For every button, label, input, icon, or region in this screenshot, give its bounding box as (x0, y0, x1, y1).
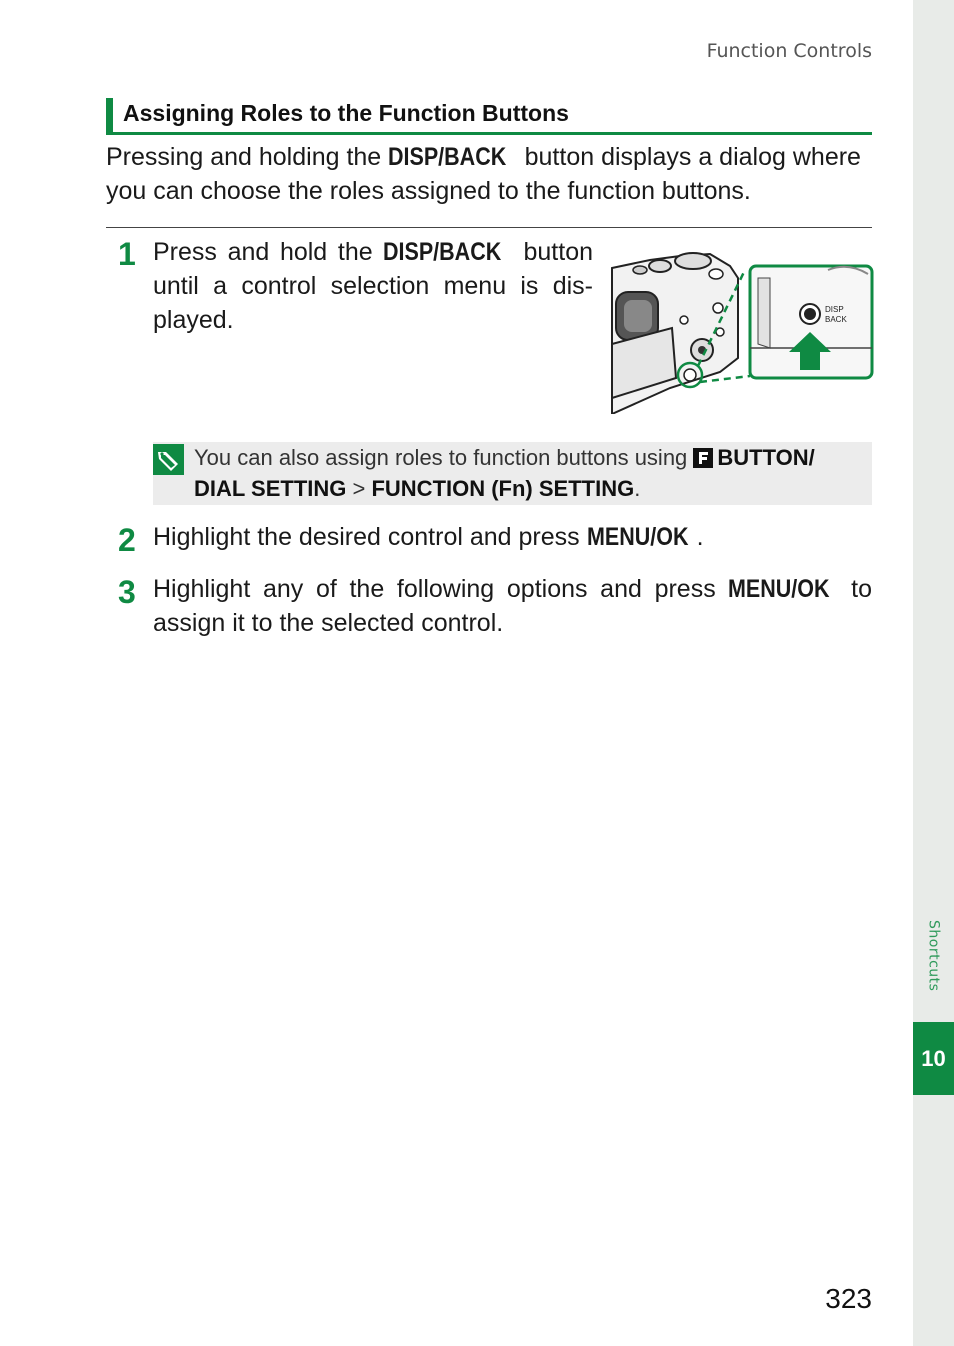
step-1-key-label: DISP/BACK (383, 238, 502, 266)
running-head: Function Controls (706, 40, 872, 62)
page-number: 323 (825, 1283, 872, 1314)
step-3-text-end: to assign it to the selected control. (153, 575, 873, 637)
chapter-label: Shortcuts (925, 920, 942, 992)
section-heading (106, 98, 872, 135)
intro-paragraph (106, 140, 872, 208)
step-1-text (153, 235, 593, 337)
heading-accent-bar (106, 98, 113, 132)
divider (106, 227, 872, 228)
step-3-number: 3 (118, 574, 136, 610)
step-2-text-start: Highlight the desired control and press (153, 523, 587, 551)
step-1-text-end: button until a control selection menu is displayed. (153, 238, 594, 334)
note-end: . (634, 476, 641, 501)
step-3-text (153, 572, 872, 640)
note-box (153, 442, 872, 505)
inset-label-back: BACK (825, 315, 847, 324)
step-2-key-label: MENU/OK (586, 523, 689, 551)
step-2-text (153, 520, 872, 554)
camera-illustration (610, 248, 874, 414)
intro-text-end: button displays a dialog where you can choose the roles assigned to the function buttons. (106, 143, 861, 205)
disp-back-key-label: DISP/BACK (388, 143, 507, 171)
note-text-start: You can also assign roles to function buttons using (194, 445, 694, 470)
menu-button-dial-setting: BUTTON/ DIAL SETTING (194, 445, 815, 501)
menu-function-fn-setting: FUNCTION (Fn) SETTING (371, 476, 635, 501)
function-setting-icon (693, 448, 713, 468)
step-2-text-end: . (696, 523, 704, 551)
chapter-sidebar (913, 0, 954, 1346)
step-1-text-start: Press and hold the (153, 238, 384, 266)
intro-text-start: Pressing and holding the (106, 143, 389, 171)
step-3-key-label: MENU/OK (728, 575, 830, 603)
note-text (194, 442, 869, 504)
section-title: Assigning Roles to the Function Buttons (123, 100, 569, 126)
inset-label-disp: DISP (825, 305, 844, 314)
step-2-number: 2 (118, 522, 136, 558)
step-3-text-start: Highlight any of the following options and press (153, 575, 729, 603)
step-1-number: 1 (118, 236, 136, 272)
menu-separator: > (346, 476, 372, 501)
chapter-number-tab[interactable]: 10 (913, 1022, 954, 1095)
note-icon (153, 444, 184, 475)
